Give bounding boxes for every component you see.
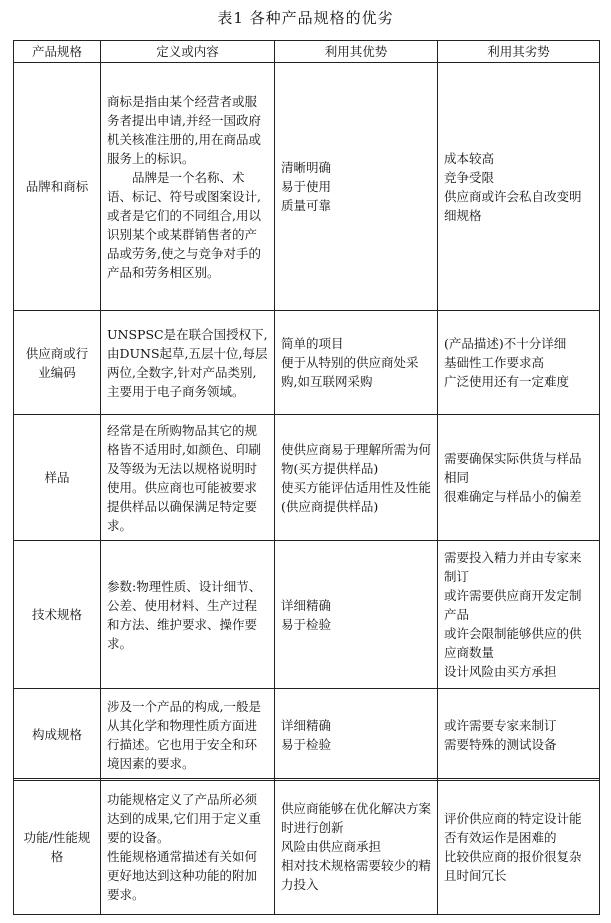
definition-text: 经常是在所购物品其它的规格皆不适用时,如颜色、印刷及等级为无法以规格说明时使用。供应商也可能被要求提供样品以确保满足特定要求。 — [107, 422, 261, 533]
spec-name-cell: 样品 — [14, 415, 101, 541]
advantage-item: 易于检验 — [281, 736, 332, 752]
definition-cell — [101, 415, 275, 541]
definition-text: 参数:物理性质、设计细节、公差、使用材料、生产过程和方法、维护要求、操作要求。 — [107, 578, 262, 651]
advantages-cell — [275, 689, 438, 781]
header-cell: 利用其劣势 — [438, 41, 600, 63]
advantages-cell — [275, 779, 438, 915]
table-row — [14, 415, 600, 541]
definition-cell — [101, 541, 275, 689]
disadvantage-item: 设计风险由买方承担 — [444, 664, 557, 679]
spec-name-cell: 构成规格 — [14, 689, 101, 781]
advantage-item: 便于从特别的供应商处采购,如互联网采购 — [281, 355, 419, 389]
disadvantages-cell — [438, 541, 600, 689]
header-cell: 利用其优势 — [275, 41, 438, 63]
disadvantage-item: 或许需要专家来制订 — [444, 717, 557, 733]
spec-name-cell: 功能/性能规格 — [14, 779, 101, 915]
advantage-item: 风险由供应商承担 — [281, 839, 382, 854]
table-title: 表1 各种产品规格的优劣 — [217, 9, 394, 27]
disadvantage-item: 比较供应商的报价很复杂且时间冗长 — [444, 848, 582, 883]
definition-cell — [101, 63, 275, 311]
disadvantage-item: 或许需要供应商开发定制产品 — [444, 588, 582, 622]
table-row — [14, 779, 600, 915]
definition-cell — [101, 311, 275, 415]
table-row — [14, 689, 600, 781]
spec-table — [13, 40, 600, 781]
table-row — [14, 541, 600, 689]
disadvantage-item: 竞争受限 — [444, 169, 495, 185]
disadvantage-item: 评价供应商的特定设计能否有效运作是困难的 — [444, 810, 582, 845]
header-cell: 定义或内容 — [101, 41, 275, 63]
table-row — [14, 63, 600, 311]
disadvantage-item: 或许会限制能够供应的供应商数量 — [444, 626, 582, 660]
disadvantage-item: 供应商或许会私自改变明细规格 — [444, 188, 582, 223]
disadvantage-item: 很难确定与样品小的偏差 — [444, 489, 582, 504]
advantage-item: 易于检验 — [281, 616, 332, 632]
disadvantage-item: (产品描述)不十分详细 — [444, 336, 567, 351]
advantage-item: 使供应商易于理解所需为何物(买方提供样品) — [281, 441, 432, 476]
advantage-item: 质量可靠 — [281, 198, 332, 213]
spec-name-cell: 供应商或行业编码 — [14, 311, 101, 415]
disadvantage-item: 需要投入精力并由专家来制订 — [444, 550, 582, 584]
advantages-cell — [275, 311, 438, 415]
disadvantages-cell — [438, 311, 600, 415]
definition-text: 功能规格定义了产品所必须达到的成果,它们用于定义重要的设备。 — [107, 791, 261, 845]
definition-text: 品牌是一个名称、术语、标记、符号或图案设计,或者是它们的不同组合,用以识别某个或某群销售者的产品或劳务,使之与竞争对手的产品和劳务相区别。 — [107, 169, 261, 280]
definition-cell — [101, 689, 275, 781]
disadvantage-item: 需要特殊的测试设备 — [444, 736, 557, 752]
definition-text: 商标是指由某个经营者或服务者提出申请,并经一国政府机关核准注册的,用在商品或服务上的标识。 — [107, 93, 261, 166]
definition-cell — [101, 779, 275, 915]
header-row — [14, 41, 600, 63]
header-cell: 产品规格 — [14, 41, 101, 63]
advantage-item: 使买方能评估适用性及性能(供应商提供样品) — [281, 479, 432, 514]
advantages-cell — [275, 541, 438, 689]
spec-table-continued — [13, 778, 600, 915]
advantages-cell — [275, 415, 438, 541]
definition-text: 性能规格通常描述有关如何更好地达到这种功能的附加要求。 — [107, 848, 258, 902]
advantage-item: 详细精确 — [281, 717, 332, 733]
disadvantage-item: 需要确保实际供货与样品相同 — [444, 451, 582, 485]
advantage-item: 清晰明确 — [281, 160, 332, 175]
advantages-cell — [275, 63, 438, 311]
spec-name-cell: 技术规格 — [14, 541, 101, 689]
advantage-item: 供应商能够在优化解决方案时进行创新 — [281, 801, 432, 835]
disadvantages-cell — [438, 689, 600, 781]
table-row — [14, 311, 600, 415]
spec-name-cell: 品牌和商标 — [14, 63, 101, 311]
disadvantages-cell — [438, 63, 600, 311]
disadvantage-item: 成本较高 — [444, 150, 495, 166]
disadvantage-item: 广泛使用还有一定难度 — [444, 374, 570, 389]
advantage-item: 简单的项目 — [281, 336, 344, 351]
disadvantages-cell — [438, 415, 600, 541]
definition-text: UNSPSC是在联合国授权下,由DUNS起草,五层十位,每层两位,全数字,针对产品类别,主要用于电子商务领域。 — [107, 326, 268, 399]
advantage-item: 相对技术规格需要较少的精力投入 — [281, 858, 432, 892]
disadvantage-item: 基础性工作要求高 — [444, 355, 545, 370]
definition-text: 涉及一个产品的构成,一般是从其化学和物理性质方面进行描述。它也用于安全和环境因素的要求。 — [107, 698, 261, 771]
advantage-item: 易于使用 — [281, 179, 332, 194]
advantage-item: 详细精确 — [281, 597, 332, 613]
disadvantages-cell — [438, 779, 600, 915]
